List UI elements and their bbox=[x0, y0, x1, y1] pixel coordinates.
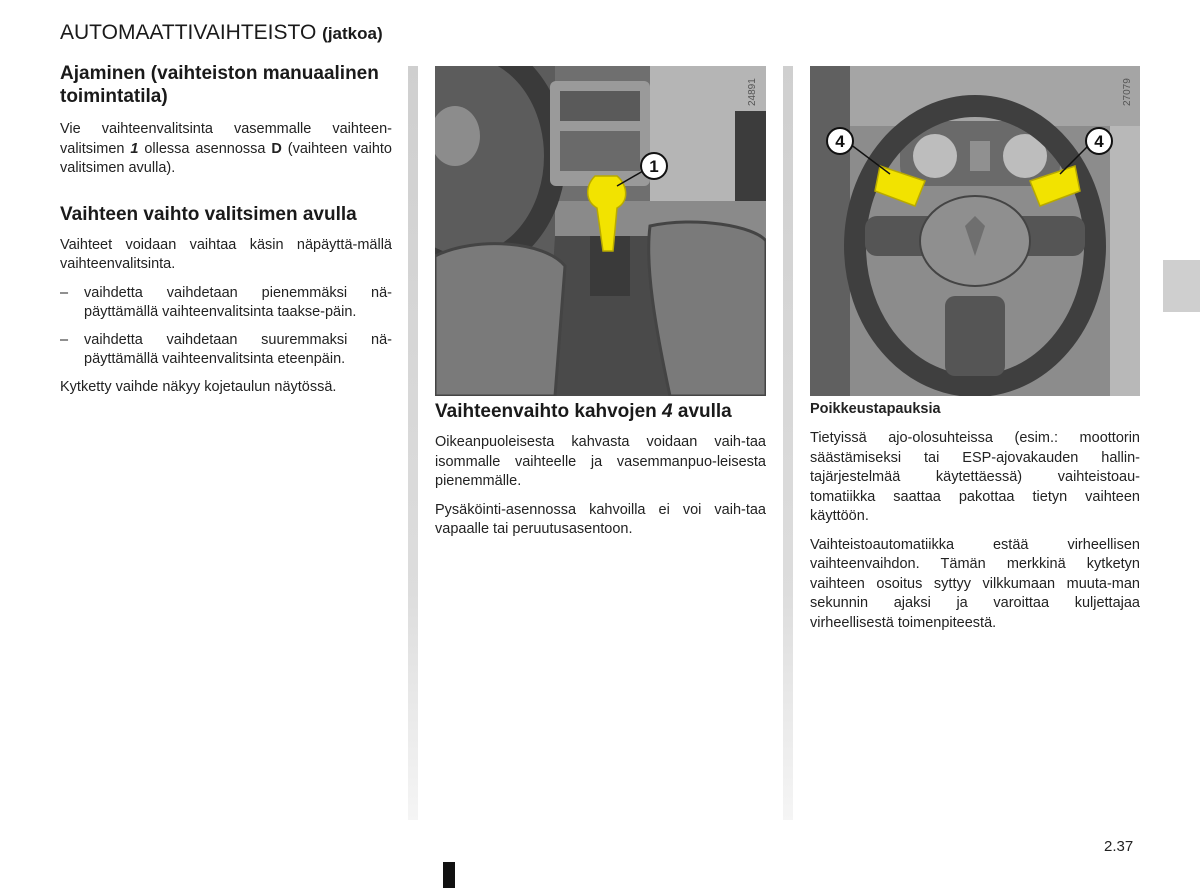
paragraph-selector-shift: Vaihteet voidaan vaihtaa käsin näpäyttä-mällä vaihteenvalitsinta. bbox=[60, 236, 392, 272]
section-heading-paddles: Vaihteenvaihto kahvojen 4 avulla bbox=[435, 401, 732, 422]
callout-4-right: 4 bbox=[1094, 132, 1104, 151]
selector-reference-number: 1 bbox=[130, 140, 139, 157]
paragraph-wrong-shift: Vaihteistoautomatiikka estää virheellisen vaihteenvaihdon. Tämän merkkinä kytketyn vaihteen osoitus syttyy vilkkumaan muuta-man sekunnin ajaksi ja varoittaa kuljettajaa virheellisestä toimenpiteestä. bbox=[810, 536, 1140, 631]
list-item: – vaihdetta vaihdetaan suuremmaksi nä-päyttämällä vaihteenvalitsinta eteenpäin. bbox=[60, 331, 392, 367]
paragraph-exceptions: Tietyissä ajo-olosuhteissa (esim.: moottorin säästämiseksi tai ESP-ajovakauden hallin-tajärjestelmää käytettäessä) vaihteistoau-tomatiikka saattaa pakottaa tietyn vaihteen käyttöön. bbox=[810, 430, 1140, 524]
text-column-middle bbox=[435, 400, 766, 540]
section-heading-manual-mode: Ajaminen (vaihteiston manuaalinen toimintatila) bbox=[60, 63, 379, 107]
page-title-main: AUTOMAATTIVAIHTEISTO bbox=[60, 21, 317, 44]
bullet-list bbox=[60, 284, 392, 370]
chapter-tab bbox=[1163, 260, 1200, 312]
position-d-label: D bbox=[271, 140, 282, 157]
image-code: 27079 bbox=[1122, 78, 1133, 106]
paragraph-display-note: Kytketty vaihde näkyy kojetaulun näytössä. bbox=[60, 378, 337, 395]
page-number: 2.37 bbox=[1104, 838, 1134, 855]
text-column-left bbox=[60, 62, 392, 397]
column-divider-right bbox=[783, 66, 793, 820]
column-divider-left bbox=[408, 66, 418, 820]
paragraph-manual-mode: Vie vaihteenvalitsinta vasemmalle vaihteen-valitsimen 1 ollessa asennossa D (vaihteen vaihto valitsimen avulla). bbox=[60, 121, 392, 176]
list-item: – vaihdetta vaihdetaan pienemmäksi nä-päyttämällä vaihteenvalitsinta taakse-päin. bbox=[60, 284, 392, 320]
gear-selector-photo bbox=[435, 66, 766, 396]
paddle-reference-number: 4 bbox=[662, 401, 673, 422]
subheading-exceptions: Poikkeustapauksia bbox=[810, 401, 941, 417]
callout-4-left: 4 bbox=[835, 132, 845, 151]
page-title-suffix: (jatkoa) bbox=[322, 24, 383, 43]
paragraph-paddles: Oikeanpuoleisesta kahvasta voidaan vaih-taa isommalle vaihteelle ja vasemmanpuo-leisesta pienemmälle. bbox=[435, 434, 766, 489]
text-column-right bbox=[810, 400, 1140, 633]
steering-wheel-photo bbox=[810, 66, 1140, 396]
callout-1: 1 bbox=[649, 157, 659, 176]
image-code: 24891 bbox=[747, 78, 758, 106]
section-heading-selector-shift: Vaihteen vaihto valitsimen avulla bbox=[60, 203, 357, 225]
page-title bbox=[60, 20, 383, 47]
bottom-marker bbox=[443, 862, 455, 888]
paragraph-park-note: Pysäköinti-asennossa kahvoilla ei voi vaih-taa vapaalle tai peruutusasentoon. bbox=[435, 501, 766, 537]
